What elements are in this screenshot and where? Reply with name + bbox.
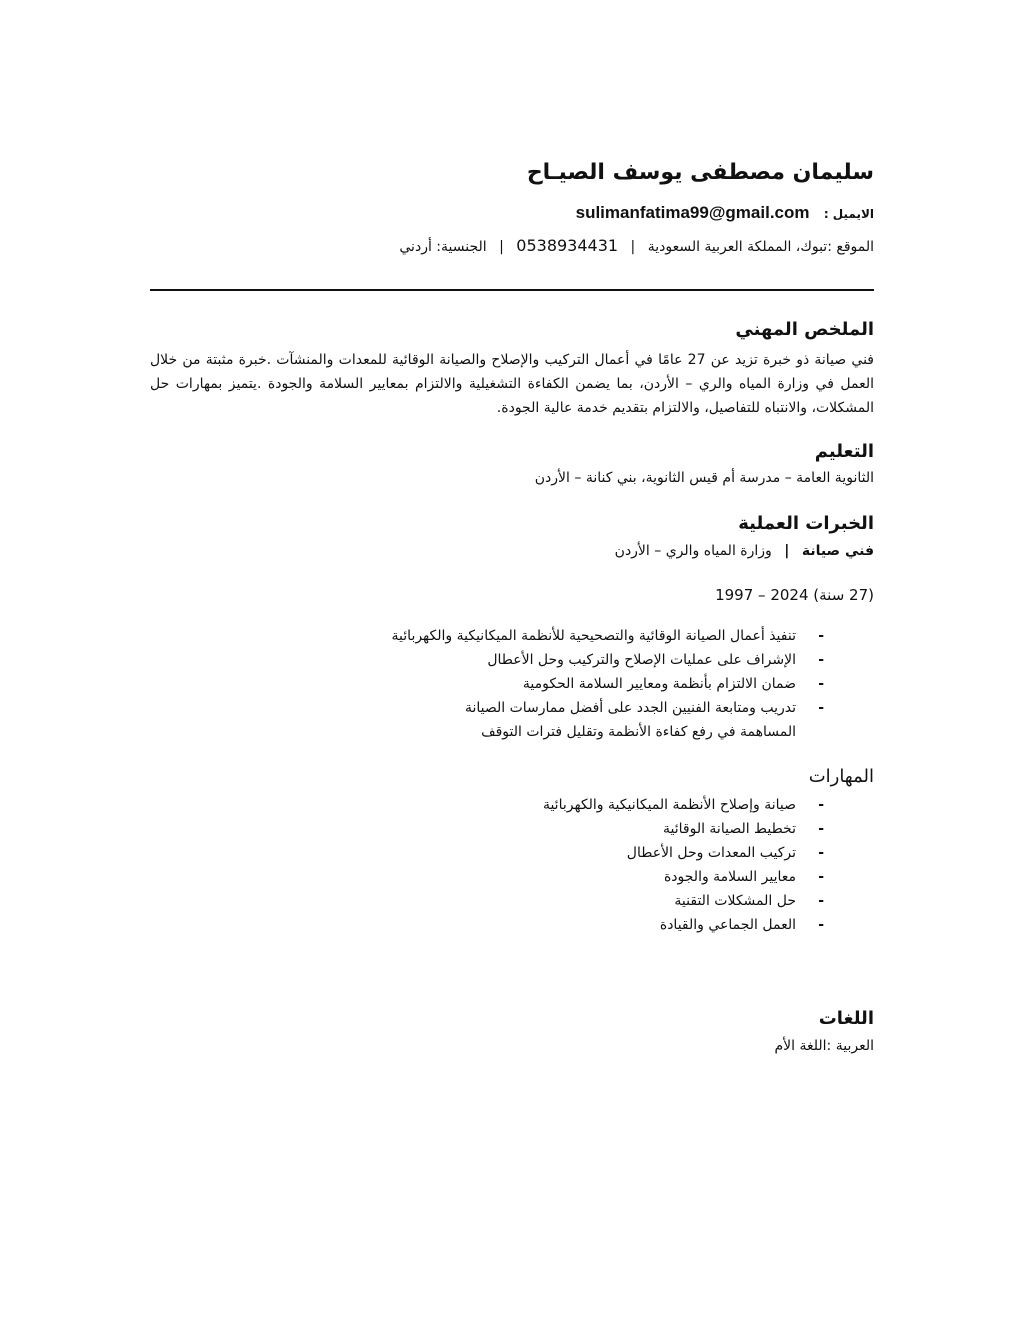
employer-name: وزارة المياه والري – الأردن — [614, 543, 772, 559]
resume-page — [150, 0, 874, 1325]
summary-line: فني صيانة ذو خبرة تزيد عن 27 عامًا في أعمال التركيب والإصلاح والصيانة الوقائية للمعدات والمنشآت .خبرة مثبتة من خلال — [150, 352, 874, 368]
email-address[interactable]: sulimanfatima99@gmail.com — [575, 203, 810, 222]
employment-period: (27 سنة) 2024 – 1997 — [715, 586, 874, 604]
list-item: - تخطيط الصيانة الوقائية — [663, 821, 824, 837]
list-item: - معايير السلامة والجودة — [663, 869, 824, 885]
list-item: - ضمان الالتزام بأنظمة ومعايير السلامة الحكومية — [522, 676, 824, 692]
list-item: - صيانة وإصلاح الأنظمة الميكانيكية والكهربائية — [542, 797, 824, 813]
list-item: - تنفيذ أعمال الصيانة الوقائية والتصحيحية للأنظمة الميكانيكية والكهربائية — [391, 628, 824, 644]
summary-paragraph — [150, 348, 874, 420]
skills-heading: المهارات — [808, 766, 874, 787]
skills-list — [543, 793, 824, 937]
role-separator: | — [784, 543, 790, 559]
list-item: - تركيب المعدات وحل الأعطال — [626, 845, 824, 861]
phone-number[interactable]: 0538934431 — [516, 236, 619, 255]
contact-line — [399, 236, 874, 255]
summary-heading: الملخص المهني — [735, 319, 874, 340]
list-item: المساهمة في رفع كفاءة الأنظمة وتقليل فترات التوقف — [481, 724, 796, 740]
contact-separator: | — [630, 239, 636, 255]
location-text: الموقع :تبوك، المملكة العربية السعودية — [647, 239, 874, 255]
languages-heading: اللغات — [818, 1008, 874, 1029]
education-entry: الثانوية العامة – مدرسة أم قيس الثانوية، بني كنانة – الأردن — [534, 470, 874, 486]
candidate-name: سليمان مصطفى يوسف الصيـاح — [526, 160, 874, 185]
list-item: - الإشراف على عمليات الإصلاح والتركيب وحل الأعطال — [487, 652, 824, 668]
language-entry: العربية :اللغة الأم — [774, 1038, 874, 1054]
contact-separator: | — [499, 239, 504, 255]
nationality-text: الجنسية: أردني — [399, 239, 487, 255]
header-divider — [150, 289, 874, 291]
email-line — [576, 203, 874, 223]
list-item: - حل المشكلات التقنية — [674, 893, 824, 909]
experience-heading: الخبرات العملية — [738, 513, 874, 534]
duties-list — [392, 624, 824, 744]
list-item: - تدريب ومتابعة الفنيين الجدد على أفضل ممارسات الصيانة — [464, 700, 824, 716]
experience-role-line — [615, 543, 874, 559]
list-item: - العمل الجماعي والقيادة — [659, 917, 824, 933]
summary-line: المشكلات، والانتباه للتفاصيل، والالتزام بتقديم خدمة عالية الجودة. — [496, 400, 874, 416]
job-title: فني صيانة — [801, 543, 874, 559]
email-label: الايميل : — [823, 207, 874, 221]
summary-line: العمل في وزارة المياه والري – الأردن، بما يضمن الكفاءة التشغيلية والالتزام بمعايير السلامة والجودة .يتميز بمهارات حل — [150, 376, 874, 392]
education-heading: التعليم — [814, 441, 874, 462]
